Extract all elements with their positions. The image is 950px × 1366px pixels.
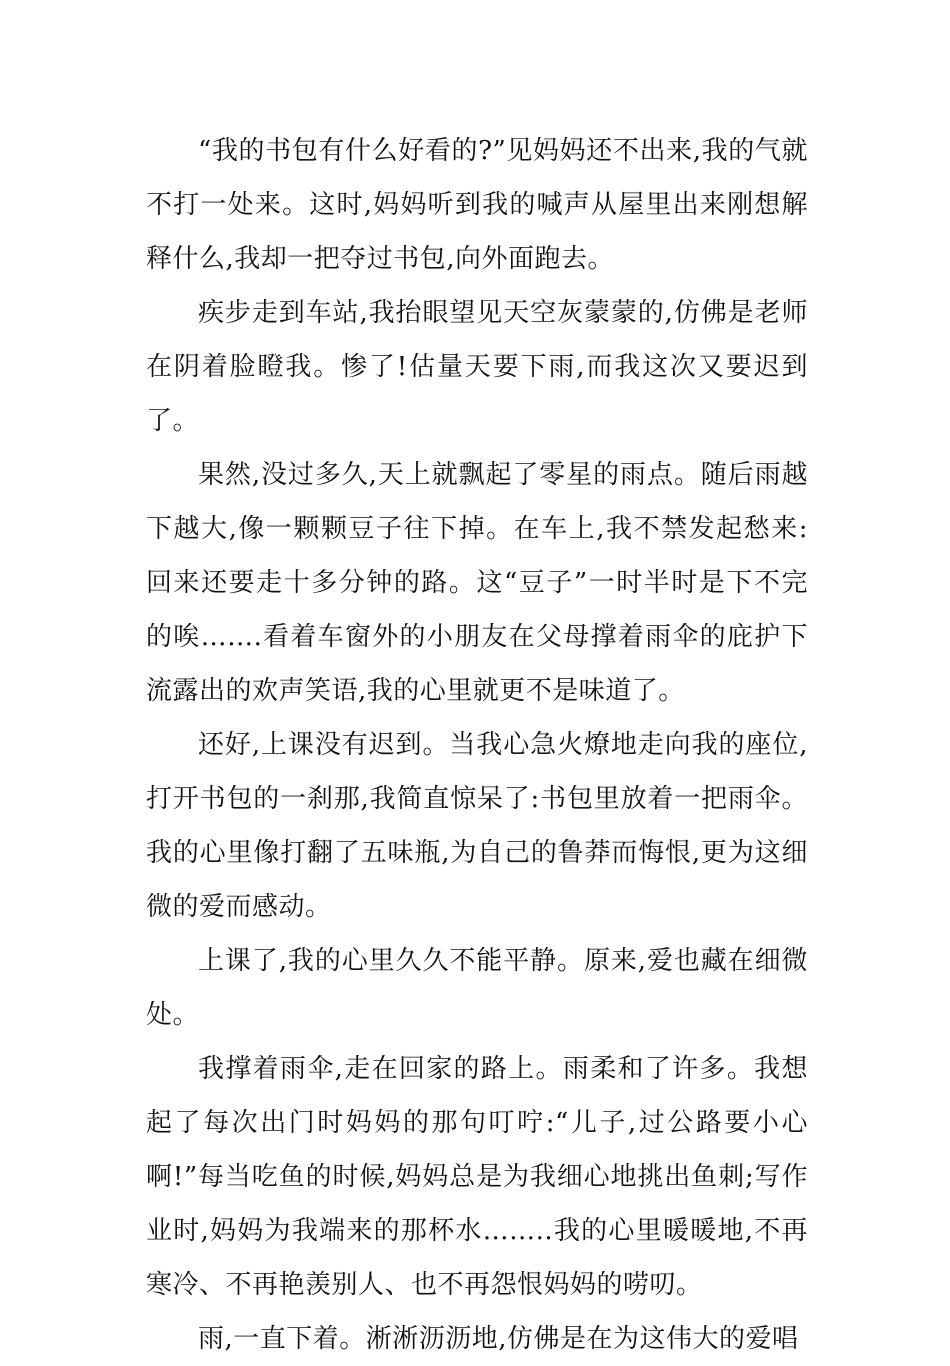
- paragraph-3: 果然,没过多久,天上就飘起了零星的雨点。随后雨越下越大,像一颗颗豆子往下掉。在车上,我不禁发起愁来:回来还要走十多分钟的路。这“豆子”一时半时是下不完的唉…….看着车窗外的小朋友在父母撑着雨伞的庇护下流露出的欢声笑语,我的心里就更不是味道了。: [146, 460, 808, 706]
- paragraph-7: 雨,一直下着。淅淅沥沥地,仿佛是在为这伟大的爱唱: [198, 1324, 799, 1354]
- document-body: [146, 124, 808, 1366]
- paragraph-1: “我的书包有什么好看的?”见妈妈还不出来,我的气就不打一处来。这时,妈妈听到我的喊声从屋里出来刚想解释什么,我却一把夺过书包,向外面跑去。: [146, 136, 808, 274]
- paragraph-2: 疾步走到车站,我抬眼望见天空灰蒙蒙的,仿佛是老师在阴着脸瞪我。惨了!估量天要下雨,而我这次又要迟到了。: [146, 298, 808, 436]
- paragraph-4: 还好,上课没有迟到。当我心急火燎地走向我的座位,打开书包的一刹那,我简直惊呆了:书包里放着一把雨伞。我的心里像打翻了五味瓶,为自己的鲁莽而悔恨,更为这细微的爱而感动。: [146, 730, 808, 922]
- paragraph-6: 我撑着雨伞,走在回家的路上。雨柔和了许多。我想起了每次出门时妈妈的那句叮咛:“儿子,过公路要小心啊!”每当吃鱼的时候,妈妈总是为我细心地挑出鱼刺;写作业时,妈妈为我端来的那杯水……..我的心里暖暖地,不再寒冷、不再艳羡别人、也不再怨恨妈妈的唠叨。: [146, 1054, 808, 1300]
- paragraph-5: 上课了,我的心里久久不能平静。原来,爱也藏在细微处。: [146, 946, 808, 1030]
